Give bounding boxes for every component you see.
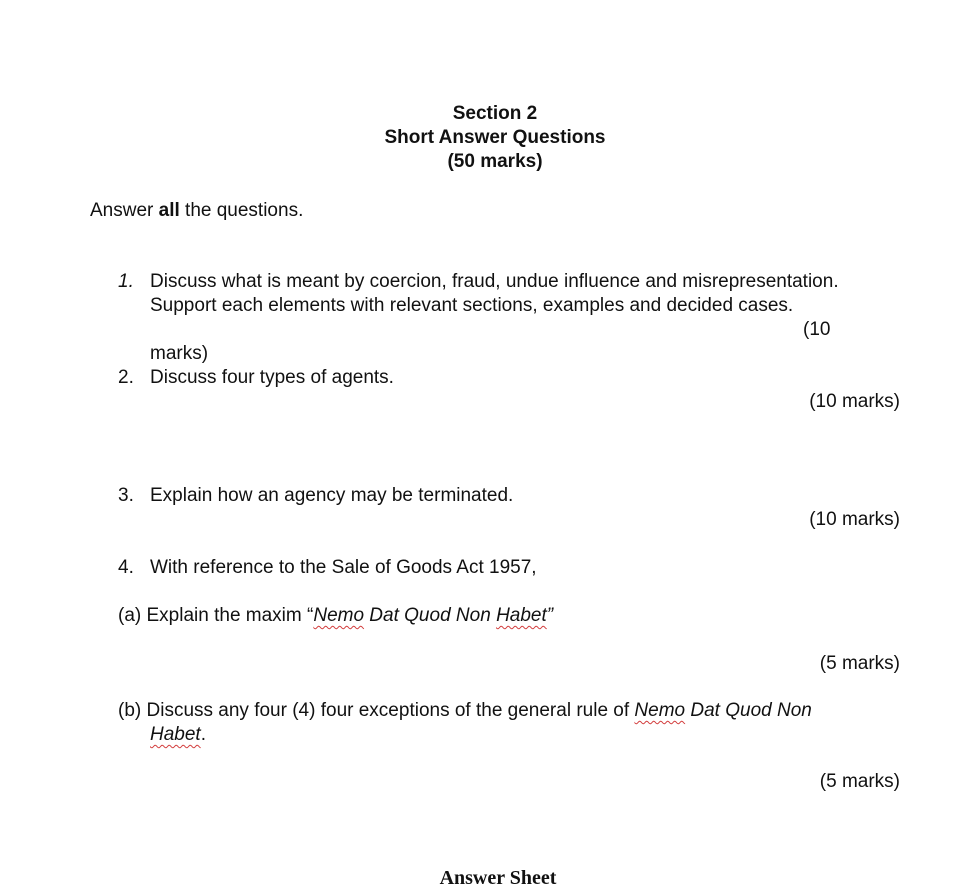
question-3-marks: (10 marks) <box>809 509 900 530</box>
instruction-prefix: Answer <box>90 200 159 221</box>
question-2-marks: (10 marks) <box>809 391 900 412</box>
instruction-suffix: the questions. <box>179 200 304 221</box>
question-1-line-1: Discuss what is meant by coercion, fraud, undue influence and misrepresentation. <box>150 271 839 292</box>
question-3-number: 3. <box>118 485 134 506</box>
maxim-close-quote: ” <box>546 605 554 626</box>
question-4b-label: (b) Discuss any four (4) four exceptions of the general rule of <box>118 700 635 721</box>
question-1-marks-b: marks) <box>150 343 209 364</box>
question-4-text: With reference to the Sale of Goods Act 1957, <box>150 557 537 578</box>
rule-word-nemo: Nemo <box>634 700 686 721</box>
question-2-text: Discuss four types of agents. <box>150 367 394 388</box>
question-4b-line-2 <box>150 723 206 747</box>
maxim-word-nemo: Nemo <box>313 605 365 626</box>
maxim-word-habet: Habet <box>496 605 547 626</box>
answer-sheet-title: Answer Sheet <box>439 867 557 889</box>
question-1-number: 1. <box>118 271 134 292</box>
question-3-text: Explain how an agency may be terminated. <box>150 485 514 506</box>
question-1-marks-a: (10 <box>803 319 831 340</box>
question-4b-marks: (5 marks) <box>819 771 900 792</box>
question-4a-marks: (5 marks) <box>819 653 900 674</box>
question-4a <box>118 604 553 628</box>
question-1-line-2: Support each elements with relevant sections, examples and decided cases. <box>150 295 794 316</box>
rule-period: . <box>200 724 206 745</box>
question-4a-label: (a) Explain the maxim “ <box>118 605 314 626</box>
total-marks: (50 marks) <box>447 151 543 172</box>
question-2-number: 2. <box>118 367 134 388</box>
page-title: Short Answer Questions <box>384 127 606 148</box>
rule-word-habet: Habet <box>150 724 201 745</box>
section-heading: Section 2 <box>452 103 538 124</box>
question-4-number: 4. <box>118 557 134 578</box>
question-4b-line-1 <box>118 699 812 723</box>
instruction-emphasis: all <box>158 200 180 221</box>
maxim-middle: Dat Quod Non <box>364 605 497 626</box>
rule-middle: Dat Quod Non <box>685 700 812 721</box>
instruction <box>90 199 303 223</box>
